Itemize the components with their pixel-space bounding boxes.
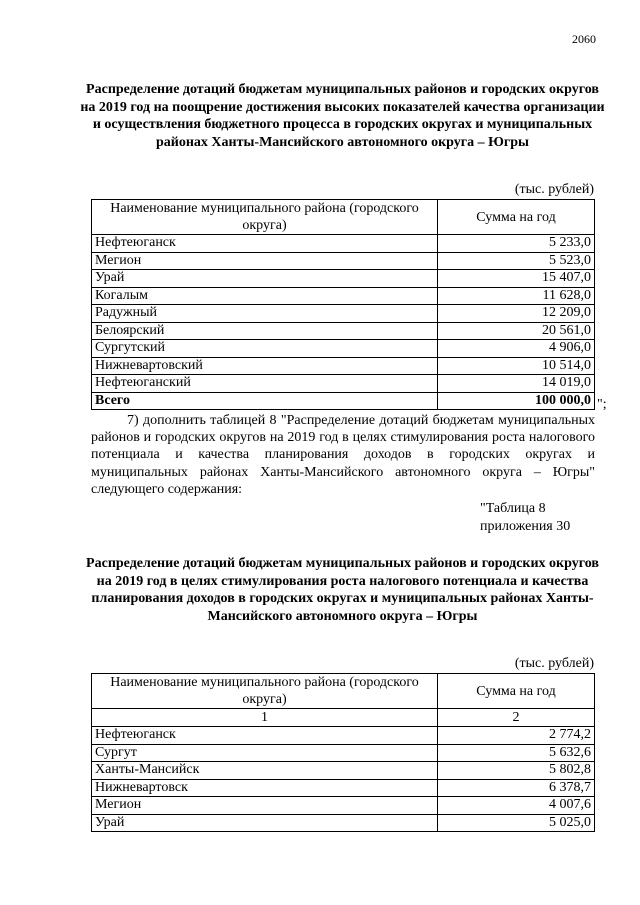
amount-value: 4 906,0 (438, 340, 595, 358)
amount-value: 15 407,0 (438, 270, 595, 288)
table-row (92, 252, 595, 270)
table-row (92, 744, 595, 762)
table-row (92, 779, 595, 797)
table-row (92, 814, 595, 832)
table-reference-line1: "Таблица 8 (480, 501, 546, 516)
amount-value: 5 632,6 (438, 744, 595, 762)
district-name: Когалым (92, 287, 438, 305)
total-row (92, 392, 595, 410)
amount-value: 11 628,0 (438, 287, 595, 305)
table-row (92, 322, 595, 340)
district-name: Сургут (92, 744, 438, 762)
table2-units: (тыс. рублей) (514, 656, 594, 671)
total-label: Всего (92, 392, 438, 410)
closing-quote: "; (597, 397, 607, 412)
table-reference (480, 500, 595, 535)
table1-units: (тыс. рублей) (514, 182, 594, 197)
district-name: Нефтеюганск (92, 727, 438, 745)
amount-value: 4 007,6 (438, 797, 595, 815)
amount-value: 5 523,0 (438, 252, 595, 270)
district-name: Нефтеюганск (92, 235, 438, 253)
district-name: Нижневартовск (92, 779, 438, 797)
table-row (92, 375, 595, 393)
table-row (92, 287, 595, 305)
amount-value: 14 019,0 (438, 375, 595, 393)
district-name: Мегион (92, 797, 438, 815)
district-name: Урай (92, 270, 438, 288)
page-number: 2060 (572, 32, 596, 46)
amount-value: 2 774,2 (438, 727, 595, 745)
amount-value: 6 378,7 (438, 779, 595, 797)
district-name: Урай (92, 814, 438, 832)
table2-title: Распределение дотаций бюджетам муниципальных районов и городских округов на 2019 год в целях стимулирования роста налогового потенциала и качества планирования доходов в городских округах и муниципальных районах Ханты-Мансийского автономного округа – Югры (86, 556, 599, 624)
amount-value: 5 233,0 (438, 235, 595, 253)
table1 (91, 199, 595, 410)
district-name: Нефтеюганский (92, 375, 438, 393)
table-row (92, 340, 595, 358)
table2-colnum-1: 1 (92, 709, 438, 727)
amount-value: 12 209,0 (438, 305, 595, 323)
table-row (92, 357, 595, 375)
table-row (92, 270, 595, 288)
table2-colnum-2: 2 (438, 709, 595, 727)
amount-value: 5 025,0 (438, 814, 595, 832)
table-row (92, 727, 595, 745)
table2 (91, 673, 595, 832)
table1-header-name: Наименование муниципального района (городского округа) (92, 200, 438, 235)
table-reference-line2: приложения 30 (480, 518, 571, 534)
district-name: Радужный (92, 305, 438, 323)
table1-title: Распределение дотаций бюджетам муниципальных районов и городских округов на 2019 год на поощрение достижения высоких показателей качества организации и осуществления бюджетного процесса в городских округах и муниципальных районах Ханты-Мансийского автономного округа – Югры (80, 82, 605, 150)
amount-value: 10 514,0 (438, 357, 595, 375)
amendment-text: 7) дополнить таблицей 8 "Распределение дотаций бюджетам муниципальных районов и городских округов на 2019 год в целях стимулирования роста налогового потенциала и качества планирования доходов в городских округах и муниципальных районах Ханты-Мансийского автономного округа – Югры" следующего содержания: (91, 413, 595, 497)
district-name: Нижневартовский (92, 357, 438, 375)
table-row (92, 235, 595, 253)
district-name: Мегион (92, 252, 438, 270)
district-name: Сургутский (92, 340, 438, 358)
table-row (92, 305, 595, 323)
table1-header-sum: Сумма на год (438, 200, 595, 235)
table2-header-sum: Сумма на год (438, 674, 595, 709)
amendment-paragraph (91, 412, 595, 498)
table-row (92, 797, 595, 815)
district-name: Ханты-Мансийск (92, 762, 438, 780)
amount-value: 20 561,0 (438, 322, 595, 340)
district-name: Белоярский (92, 322, 438, 340)
table2-header-name: Наименование муниципального района (городского округа) (92, 674, 438, 709)
total-value: 100 000,0 (438, 392, 595, 410)
table-row (92, 762, 595, 780)
amount-value: 5 802,8 (438, 762, 595, 780)
